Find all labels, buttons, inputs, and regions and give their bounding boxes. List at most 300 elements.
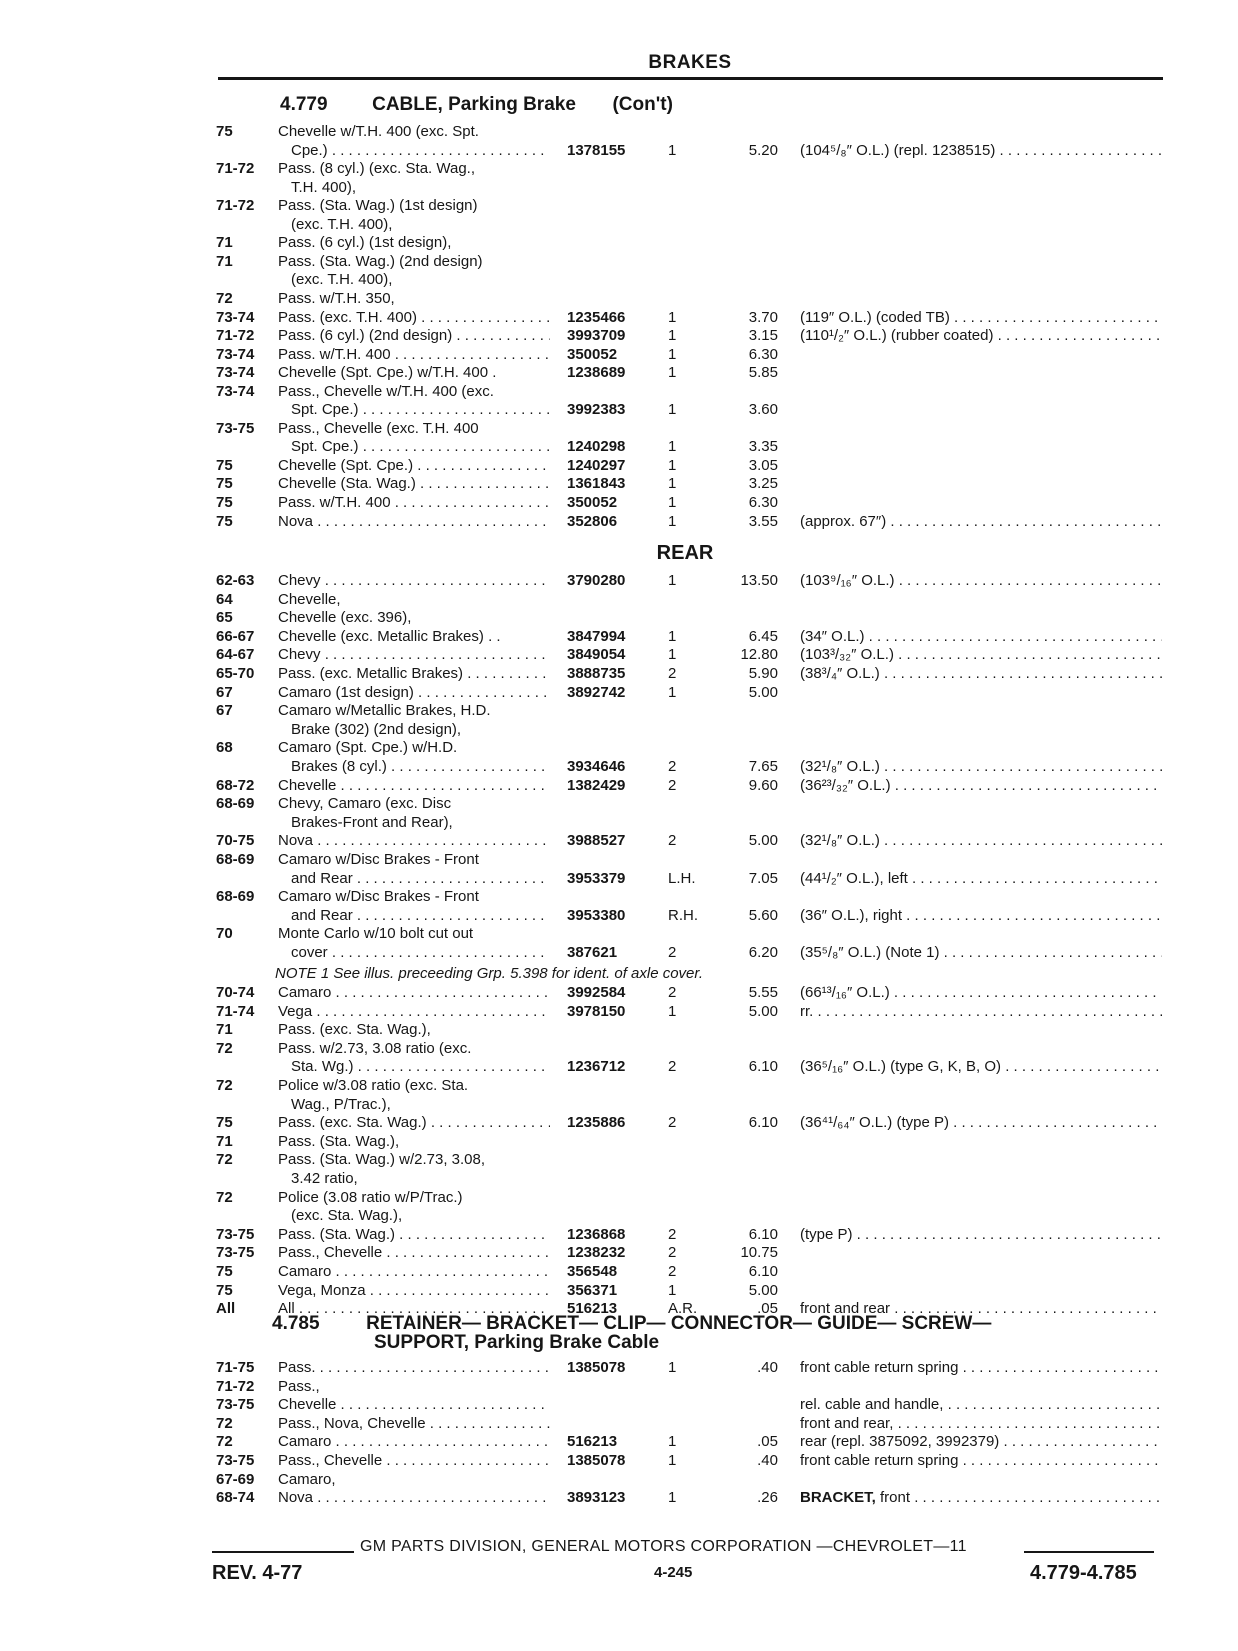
year-cell: 65-70 xyxy=(216,665,255,682)
year-cell: 75 xyxy=(216,494,233,511)
price-cell: 13.50 xyxy=(740,572,778,589)
description-cell: Camaro . . . xyxy=(278,1432,550,1451)
year-cell: 66-67 xyxy=(216,627,255,645)
table-row xyxy=(0,1169,1238,1188)
remark-text: (103³/₃₂″ O.L.) xyxy=(800,646,894,664)
description-cell: Monte Carlo w/10 bolt cut out xyxy=(278,925,474,943)
table-row xyxy=(0,1076,1238,1095)
description-cell: Pass. (Sta. Wag.) . . . xyxy=(278,1225,550,1244)
year-cell: 72 xyxy=(216,1433,233,1451)
part-number-cell: 3953379 xyxy=(567,869,626,887)
description-cell: (exc. T.H. 400), xyxy=(291,215,393,233)
table-row xyxy=(0,400,1238,419)
remark-text: (32¹/₈″ O.L.) xyxy=(800,832,880,850)
part-number-cell: 3993709 xyxy=(567,327,626,345)
price-cell: 9.60 xyxy=(748,776,778,794)
quantity-cell: 1 xyxy=(668,141,677,159)
year-cell: 75 xyxy=(216,1281,233,1299)
description-cell: Camaro (1st design) . . . xyxy=(278,683,550,702)
price-cell: 7.65 xyxy=(748,758,778,775)
description-cell: Pass. (exc. T.H. 400) . . . xyxy=(278,308,550,327)
footer-publisher: GM PARTS DIVISION, GENERAL MOTORS CORPORATION —CHEVROLET—11 xyxy=(360,1538,967,1555)
quantity-cell: 1 xyxy=(668,438,677,456)
year-cell: 72 xyxy=(216,1039,233,1057)
description-cell: Spt. Cpe.) . . . xyxy=(291,437,550,456)
table-row xyxy=(0,683,1238,702)
table-row xyxy=(0,437,1238,456)
description-cell: Pass. (6 cyl.) (1st design), xyxy=(278,234,452,252)
remarks-cell xyxy=(800,869,1162,888)
price-cell: 3.35 xyxy=(748,438,778,456)
description-cell: Nova . . . xyxy=(278,512,550,531)
section-heading-4779 xyxy=(280,94,673,116)
remarks-cell xyxy=(800,645,1162,664)
remark-text: front and rear xyxy=(800,1300,891,1318)
part-number-cell: 516213 xyxy=(567,1300,618,1318)
table-row xyxy=(0,1299,1238,1318)
quantity-cell: A.R. xyxy=(668,1300,698,1318)
description-cell: Nova . . . xyxy=(278,1488,550,1507)
description-cell: Pass. w/T.H. 400 . . . xyxy=(278,345,550,364)
part-number-cell: 356371 xyxy=(567,1281,618,1299)
remark-text: (119″ O.L.) (coded TB) xyxy=(800,308,950,326)
table-row xyxy=(0,363,1238,382)
description-cell: All . . . xyxy=(278,1299,550,1318)
price-cell: 6.20 xyxy=(748,944,778,961)
remark-text: (35⁵/₈″ O.L.) (Note 1) xyxy=(800,944,940,961)
remark-bold-label: BRACKET, xyxy=(800,1489,876,1507)
description-cell: 3.42 ratio, xyxy=(291,1170,358,1187)
part-number-cell: 3988527 xyxy=(567,832,626,850)
price-cell: 5.90 xyxy=(748,665,778,682)
description-cell: Pass. (Sta. Wag.) (1st design) xyxy=(278,197,478,215)
description-cell: (exc. T.H. 400), xyxy=(291,271,393,289)
price-cell: .05 xyxy=(757,1300,778,1318)
table-row xyxy=(0,776,1238,795)
description-cell: Chevelle (Spt. Cpe.) . . . xyxy=(278,456,550,475)
part-number-cell: 1240298 xyxy=(567,438,626,456)
remark-text: (36⁴¹/₆₄″ O.L.) (type P) xyxy=(800,1114,949,1132)
remarks-cell xyxy=(800,1057,1162,1076)
section-number: 4.785 xyxy=(272,1313,320,1334)
price-cell: 6.30 xyxy=(748,494,778,511)
year-cell: 72 xyxy=(216,1151,233,1169)
description-cell: Chevy, Camaro (exc. Disc xyxy=(278,795,452,813)
price-cell: 12.80 xyxy=(740,646,778,664)
remark-text: (approx. 67″) xyxy=(800,512,887,530)
remark-text: (36⁵/₁₆″ O.L.) (type G, K, B, O) xyxy=(800,1058,1002,1076)
table-row xyxy=(0,1188,1238,1207)
table-row xyxy=(0,1377,1238,1396)
year-cell: 72 xyxy=(216,1188,233,1206)
year-cell: 75 xyxy=(216,123,233,140)
part-number-cell: 1385078 xyxy=(567,1452,626,1469)
year-cell: 73-74 xyxy=(216,364,255,382)
remark-text: front cable return spring xyxy=(800,1359,959,1376)
price-cell: 5.00 xyxy=(748,683,778,701)
price-cell: 6.10 xyxy=(748,1058,778,1076)
remark-text: front cable return spring xyxy=(800,1452,959,1469)
table-row xyxy=(0,738,1238,757)
quantity-cell: 1 xyxy=(668,627,677,645)
table-row xyxy=(0,571,1238,590)
table-row xyxy=(0,456,1238,475)
year-cell: 68-69 xyxy=(216,795,255,813)
year-cell: 67 xyxy=(216,683,233,701)
year-cell: 71 xyxy=(216,1132,233,1150)
description-cell: Pass. (exc. Sta. Wag.), xyxy=(278,1021,431,1039)
price-cell: .40 xyxy=(757,1359,778,1376)
table-row xyxy=(0,1057,1238,1076)
year-cell: 73-75 xyxy=(216,1452,255,1469)
part-number-cell: 1238689 xyxy=(567,364,626,382)
table-row xyxy=(0,289,1238,308)
part-number-cell: 352806 xyxy=(567,512,618,530)
description-cell: Chevelle (exc. 396), xyxy=(278,609,412,627)
table-row xyxy=(0,831,1238,850)
price-cell: 3.55 xyxy=(748,512,778,530)
quantity-cell: 2 xyxy=(668,1114,677,1132)
description-cell: Chevelle . . . xyxy=(278,776,550,795)
price-cell: 3.05 xyxy=(748,456,778,474)
year-cell: 75 xyxy=(216,1263,233,1280)
year-cell: 70-74 xyxy=(216,984,255,1001)
table-row xyxy=(0,1002,1238,1021)
remarks-cell xyxy=(800,1432,1162,1451)
table-row xyxy=(0,1020,1238,1039)
table-row xyxy=(0,270,1238,289)
year-cell: 71-74 xyxy=(216,1002,255,1020)
table-row xyxy=(0,1488,1238,1507)
price-cell: 5.00 xyxy=(748,832,778,850)
price-cell: .05 xyxy=(757,1433,778,1451)
year-cell: 75 xyxy=(216,1114,233,1132)
description-cell: Pass. (6 cyl.) (2nd design) . . . xyxy=(278,326,550,345)
description-cell: Camaro w/Disc Brakes - Front xyxy=(278,851,479,868)
table-row xyxy=(0,1243,1238,1262)
year-cell: 73-75 xyxy=(216,1225,255,1243)
table-row xyxy=(0,906,1238,925)
remarks-cell xyxy=(800,757,1162,776)
remarks-cell xyxy=(800,326,1162,345)
remark-text: front xyxy=(875,1489,911,1507)
year-cell: 68 xyxy=(216,739,233,757)
description-cell: and Rear . . . xyxy=(291,906,550,925)
table-row xyxy=(0,233,1238,252)
remarks-cell xyxy=(800,776,1162,795)
price-cell: 7.05 xyxy=(748,869,778,887)
remarks-cell xyxy=(800,308,1162,327)
table-row xyxy=(0,590,1238,609)
year-cell: 67-69 xyxy=(216,1470,255,1488)
remarks-cell xyxy=(800,906,1162,925)
remarks-cell xyxy=(800,1358,1162,1377)
remarks-cell xyxy=(800,1488,1162,1507)
description-cell: Wag., P/Trac.), xyxy=(291,1095,391,1113)
price-cell: 6.30 xyxy=(748,345,778,363)
table-row xyxy=(0,1358,1238,1377)
remark-text: (104⁵/₈″ O.L.) (repl. 1238515) xyxy=(800,141,996,159)
table-row xyxy=(0,159,1238,178)
table-row xyxy=(0,794,1238,813)
quantity-cell: 1 xyxy=(668,475,677,493)
year-cell: 68-74 xyxy=(216,1489,255,1507)
table-row xyxy=(0,474,1238,493)
table-row xyxy=(0,1414,1238,1433)
footer-rule-left xyxy=(212,1551,354,1553)
price-cell: 6.10 xyxy=(748,1114,778,1132)
table-row xyxy=(0,419,1238,438)
description-cell: Cpe.) . . . xyxy=(291,141,550,160)
part-number-cell: 350052 xyxy=(567,345,618,363)
year-cell: 73-75 xyxy=(216,1396,255,1414)
description-cell: Vega, Monza . . . xyxy=(278,1281,550,1300)
year-cell: 70 xyxy=(216,925,233,943)
year-cell: 75 xyxy=(216,475,233,493)
quantity-cell: 1 xyxy=(668,1359,677,1376)
description-cell: Brakes-Front and Rear), xyxy=(291,813,453,831)
table-row xyxy=(0,1150,1238,1169)
quantity-cell: 2 xyxy=(668,1225,677,1243)
description-cell: Pass. w/2.73, 3.08 ratio (exc. xyxy=(278,1039,472,1057)
remarks-cell xyxy=(800,1113,1162,1132)
description-cell: Chevy . . . xyxy=(278,571,550,590)
part-number-cell: 1382429 xyxy=(567,776,626,794)
part-number-cell: 3934646 xyxy=(567,758,626,775)
year-cell: 73-75 xyxy=(216,1244,255,1262)
description-cell: cover . . . xyxy=(291,943,550,962)
year-cell: 68-69 xyxy=(216,888,255,906)
part-number-cell: 3847994 xyxy=(567,627,626,645)
description-cell: Pass., Nova, Chevelle . . . xyxy=(278,1414,550,1433)
table-row xyxy=(0,720,1238,739)
remark-text: front and rear, xyxy=(800,1414,894,1432)
quantity-cell: 2 xyxy=(668,984,677,1001)
description-cell: Camaro . . . xyxy=(278,1262,550,1281)
quantity-cell: R.H. xyxy=(668,906,698,924)
table-row xyxy=(0,345,1238,364)
table-row xyxy=(0,1039,1238,1058)
remarks-cell xyxy=(800,571,1162,590)
table-row xyxy=(0,850,1238,869)
table-row xyxy=(0,122,1238,141)
table-row xyxy=(0,326,1238,345)
price-cell: 6.10 xyxy=(748,1225,778,1243)
remark-text: (44¹/₂″ O.L.), left xyxy=(800,869,908,887)
quantity-cell: 2 xyxy=(668,1058,677,1076)
price-cell: 5.60 xyxy=(748,906,778,924)
year-cell: All xyxy=(216,1300,236,1318)
remarks-cell xyxy=(800,664,1162,683)
remarks-cell xyxy=(800,1002,1162,1021)
table-row xyxy=(0,1470,1238,1489)
description-cell: Pass. (exc. Sta. Wag.) . . . xyxy=(278,1113,550,1132)
description-cell: Camaro . . . xyxy=(278,983,550,1002)
description-cell: (exc. Sta. Wag.), xyxy=(291,1207,403,1225)
quantity-cell: 1 xyxy=(668,364,677,382)
description-cell: and Rear . . . xyxy=(291,869,550,888)
table-row xyxy=(0,1225,1238,1244)
table-row xyxy=(0,196,1238,215)
remark-text: (103⁹/₁₆″ O.L.) xyxy=(800,572,895,589)
section-title: CABLE, Parking Brake xyxy=(372,94,576,115)
description-cell: Pass. . . . xyxy=(278,1358,550,1377)
quantity-cell: 1 xyxy=(668,572,677,589)
year-cell: 75 xyxy=(216,512,233,530)
description-cell: Chevelle (exc. Metallic Brakes) . . xyxy=(278,627,501,645)
table-row xyxy=(0,943,1238,962)
part-number-cell: 1235466 xyxy=(567,308,626,326)
table-row xyxy=(0,382,1238,401)
table-row xyxy=(0,215,1238,234)
description-cell: Police (3.08 ratio w/P/Trac.) xyxy=(278,1188,463,1206)
year-cell: 71-72 xyxy=(216,1377,255,1395)
remark-text: (32¹/₈″ O.L.) xyxy=(800,758,880,775)
part-number-cell: 3790280 xyxy=(567,572,626,589)
remarks-cell xyxy=(800,512,1162,531)
table-row xyxy=(0,701,1238,720)
remark-text: (34″ O.L.) xyxy=(800,627,865,645)
description-cell: Chevy . . . xyxy=(278,645,550,664)
price-cell: 3.70 xyxy=(748,308,778,326)
rear-subheading: REAR xyxy=(656,542,714,564)
description-cell: Pass. (Sta. Wag.) (2nd design) xyxy=(278,252,483,270)
part-number-cell: 3893123 xyxy=(567,1489,626,1507)
price-cell: 6.45 xyxy=(748,627,778,645)
part-number-cell: 1236712 xyxy=(567,1058,626,1076)
quantity-cell: 1 xyxy=(668,327,677,345)
description-cell: Camaro, xyxy=(278,1470,336,1488)
year-cell: 64-67 xyxy=(216,646,255,664)
table-row xyxy=(0,178,1238,197)
part-number-cell: 350052 xyxy=(567,494,618,511)
description-cell: Pass. (Sta. Wag.), xyxy=(278,1132,400,1150)
description-cell: Camaro (Spt. Cpe.) w/H.D. xyxy=(278,739,458,757)
remark-text: rear (repl. 3875092, 3992379) xyxy=(800,1433,1000,1451)
year-cell: 62-63 xyxy=(216,572,255,589)
year-cell: 71-72 xyxy=(216,160,255,178)
year-cell: 67 xyxy=(216,702,233,720)
price-cell: 3.25 xyxy=(748,475,778,493)
part-number-cell: 3978150 xyxy=(567,1002,626,1020)
description-cell: Pass., Chevelle w/T.H. 400 (exc. xyxy=(278,382,494,400)
description-cell: Chevelle w/T.H. 400 (exc. Spt. xyxy=(278,123,479,140)
note-1: NOTE 1 See illus. preceeding Grp. 5.398 for ident. of axle cover. xyxy=(275,965,703,982)
table-row xyxy=(0,141,1238,160)
year-cell: 68-72 xyxy=(216,776,255,794)
description-cell: Nova . . . xyxy=(278,831,550,850)
year-cell: 73-74 xyxy=(216,345,255,363)
part-number-cell: 1378155 xyxy=(567,141,626,159)
year-cell: 72 xyxy=(216,1414,233,1432)
year-cell: 65 xyxy=(216,609,233,627)
part-number-cell: 3849054 xyxy=(567,646,626,664)
table-row xyxy=(0,608,1238,627)
description-cell: Chevelle . . . xyxy=(278,1395,550,1414)
table-row xyxy=(0,1095,1238,1114)
remark-text: rr. xyxy=(800,1002,814,1020)
quantity-cell: 1 xyxy=(668,308,677,326)
quantity-cell: 2 xyxy=(668,1244,677,1262)
part-number-cell: 516213 xyxy=(567,1433,618,1451)
price-cell: 6.10 xyxy=(748,1263,778,1280)
quantity-cell: 1 xyxy=(668,1002,677,1020)
year-cell: 73-74 xyxy=(216,382,255,400)
table-row xyxy=(0,1132,1238,1151)
price-cell: 5.85 xyxy=(748,364,778,382)
remarks-cell xyxy=(800,1451,1162,1470)
year-cell: 72 xyxy=(216,1077,233,1094)
description-cell: Pass. (Sta. Wag.) w/2.73, 3.08, xyxy=(278,1151,486,1169)
table-row xyxy=(0,887,1238,906)
price-cell: 10.75 xyxy=(740,1244,778,1262)
description-cell: Vega . . . xyxy=(278,1002,550,1021)
price-cell: 5.00 xyxy=(748,1002,778,1020)
part-number-cell: 3892742 xyxy=(567,683,626,701)
year-cell: 71-75 xyxy=(216,1359,255,1376)
description-cell: Chevelle, xyxy=(278,590,341,608)
table-row xyxy=(0,757,1238,776)
year-cell: 71-72 xyxy=(216,197,255,215)
year-cell: 71 xyxy=(216,1021,233,1039)
table-row xyxy=(0,1451,1238,1470)
description-cell: Pass., xyxy=(278,1377,320,1395)
table-row xyxy=(0,493,1238,512)
table-row xyxy=(0,869,1238,888)
quantity-cell: 2 xyxy=(668,944,677,961)
page-header: BRAKES xyxy=(648,52,732,73)
remark-text: rel. cable and handle, xyxy=(800,1396,944,1414)
quantity-cell: 1 xyxy=(668,345,677,363)
description-cell: Spt. Cpe.) . . . xyxy=(291,400,550,419)
price-cell: .26 xyxy=(757,1489,778,1507)
quantity-cell: 1 xyxy=(668,1281,677,1299)
section-number: 4.779 xyxy=(280,94,328,115)
quantity-cell: 1 xyxy=(668,683,677,701)
price-cell: .40 xyxy=(757,1452,778,1469)
description-cell: Pass., Chevelle . . . xyxy=(278,1451,550,1470)
price-cell: 5.00 xyxy=(748,1281,778,1299)
year-cell: 71-72 xyxy=(216,327,255,345)
part-number-cell: 1236868 xyxy=(567,1225,626,1243)
description-cell: Pass., Chevelle . . . xyxy=(278,1243,550,1262)
section-continued: (Con't) xyxy=(612,94,673,115)
description-cell: Pass. w/T.H. 400 . . . xyxy=(278,493,550,512)
table-row xyxy=(0,1262,1238,1281)
footer-rule-right xyxy=(1024,1551,1154,1553)
remarks-cell xyxy=(800,943,1162,962)
remarks-cell xyxy=(800,1395,1162,1414)
description-cell: T.H. 400), xyxy=(291,178,357,196)
table-row xyxy=(0,924,1238,943)
table-row xyxy=(0,252,1238,271)
remark-text: (38³/₄″ O.L.) xyxy=(800,665,880,682)
quantity-cell: 1 xyxy=(668,1489,677,1507)
part-number-cell: 1235886 xyxy=(567,1114,626,1132)
description-cell: Police w/3.08 ratio (exc. Sta. xyxy=(278,1077,469,1094)
quantity-cell: 2 xyxy=(668,1263,677,1280)
table-row xyxy=(0,627,1238,646)
price-cell: 5.20 xyxy=(748,141,778,159)
price-cell: 3.15 xyxy=(748,327,778,345)
quantity-cell: 2 xyxy=(668,832,677,850)
description-cell: Camaro w/Disc Brakes - Front xyxy=(278,888,479,906)
section-title-line1: RETAINER— BRACKET— CLIP— CONNECTOR— GUIDE— SCREW— xyxy=(366,1313,992,1334)
part-number-cell: 1238232 xyxy=(567,1244,626,1262)
part-number-cell: 1385078 xyxy=(567,1359,626,1376)
price-cell: 5.55 xyxy=(748,984,778,1001)
part-number-cell: 3888735 xyxy=(567,665,626,682)
